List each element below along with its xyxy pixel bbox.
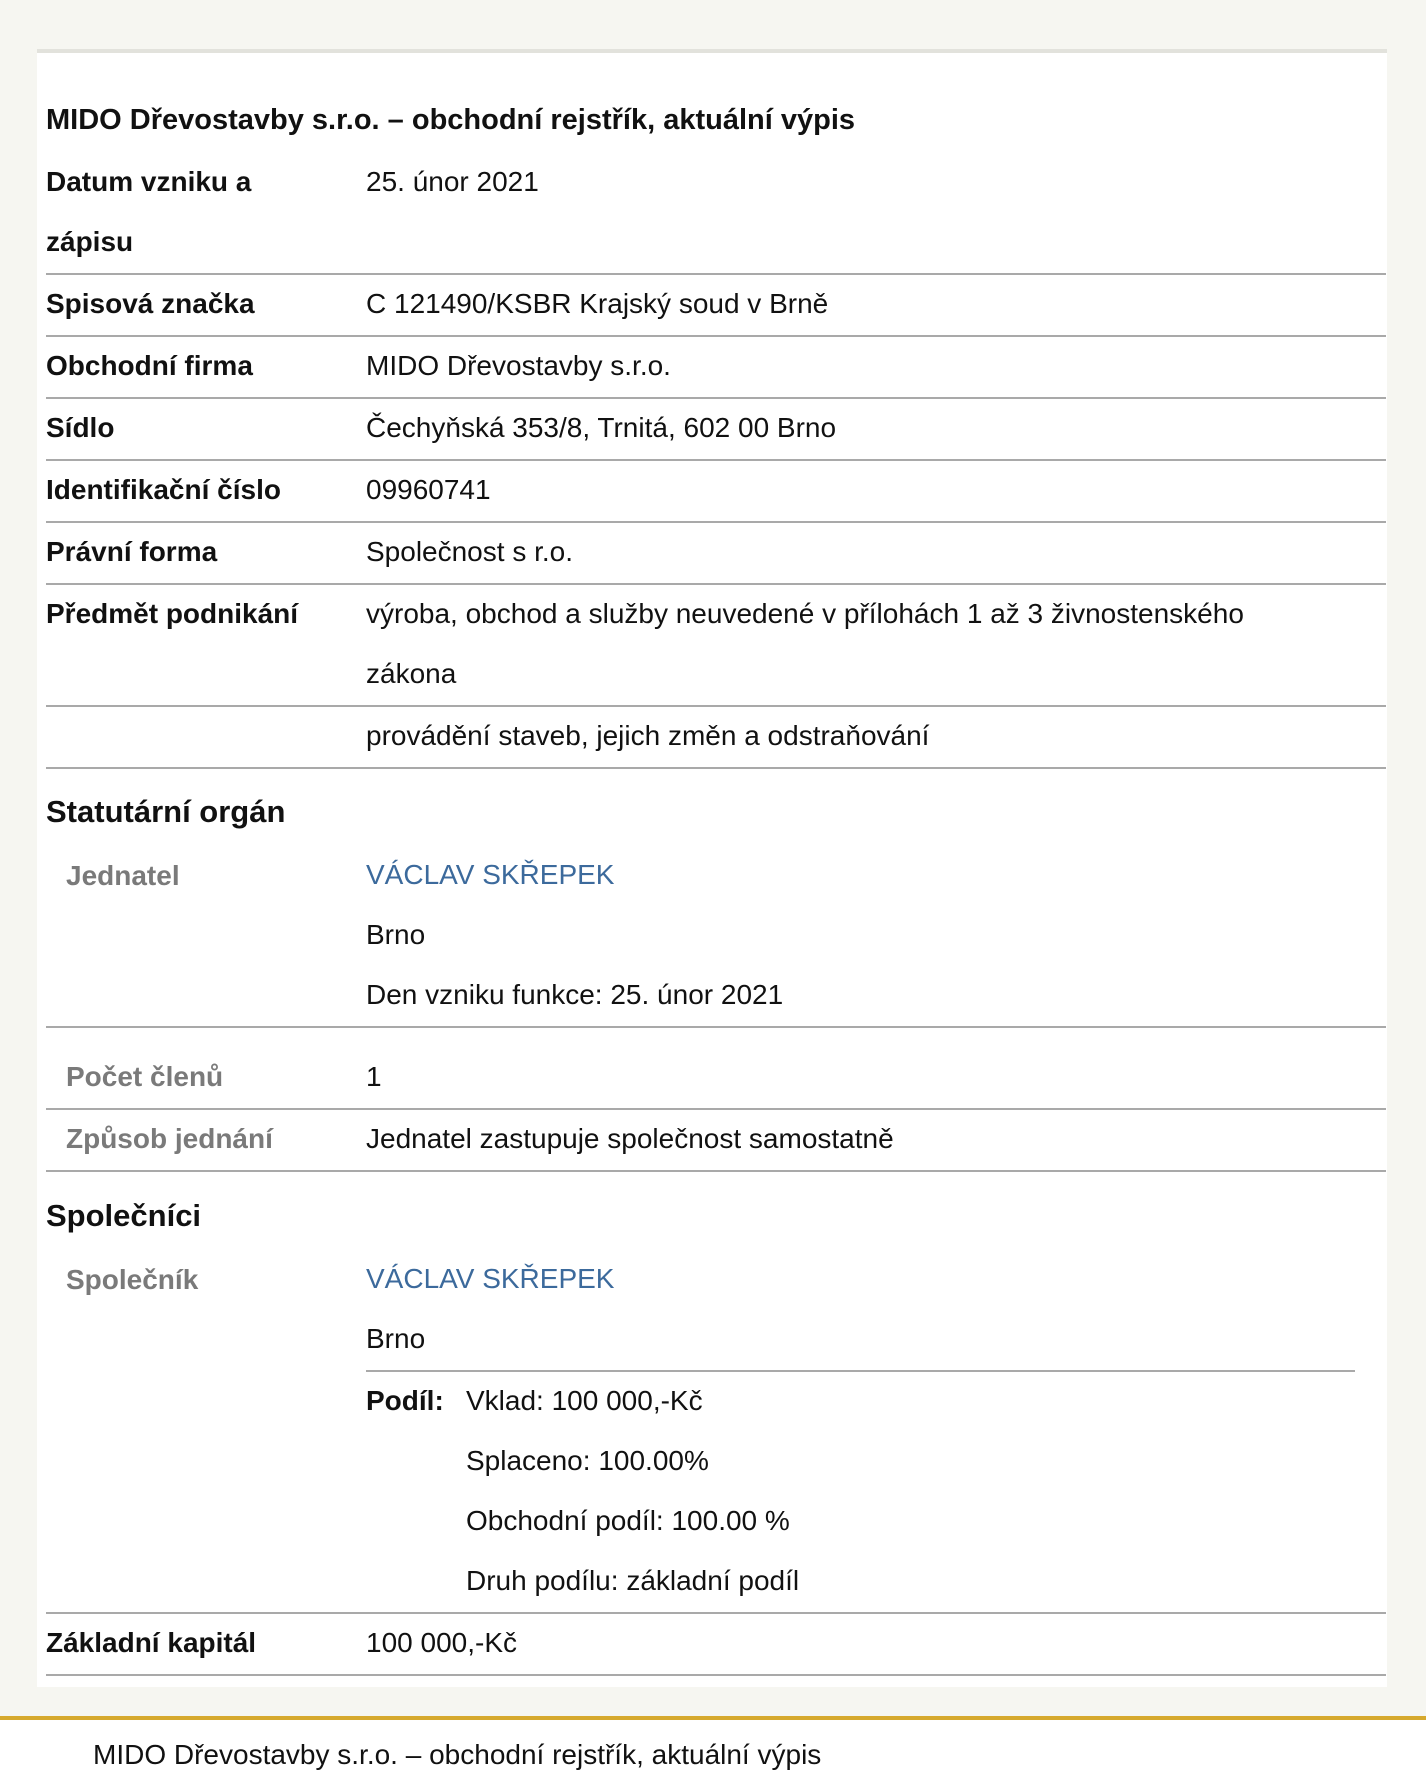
label-partner: Společník [66, 1264, 199, 1295]
label-acting-method: Způsob jednání [66, 1123, 273, 1154]
label-business-activity: Předmět podnikání [46, 598, 299, 629]
partner-city: Brno [366, 1323, 426, 1354]
label-share: Podíl: [366, 1385, 444, 1416]
executive-city: Brno [366, 919, 426, 950]
value-business-activity-2: provádění staveb, jejich změn a odstraňování [366, 720, 930, 751]
value-member-count: 1 [366, 1061, 382, 1092]
row-divider [46, 1026, 1386, 1028]
label-seat: Sídlo [46, 412, 115, 443]
label-legal-form: Právní forma [46, 536, 218, 567]
label-executive: Jednatel [66, 860, 180, 891]
value-acting-method: Jednatel zastupuje společnost samostatně [366, 1123, 894, 1154]
row-divider [46, 1674, 1386, 1676]
section-heading-partners: Společníci [46, 1198, 202, 1233]
value-registered-capital: 100 000,-Kč [366, 1627, 517, 1658]
partner-name-link[interactable]: VÁCLAV SKŘEPEK [366, 1263, 615, 1294]
label-member-count: Počet členů [66, 1061, 224, 1092]
value-business-activity-line1: výroba, obchod a služby neuvedené v přílohách 1 až 3 živnostenského [366, 598, 1244, 629]
share-paid: Splaceno: 100.00% [466, 1445, 709, 1476]
footer-title: MIDO Dřevostavby s.r.o. – obchodní rejstřík, aktuální výpis [93, 1739, 822, 1770]
value-business-activity-line2: zákona [366, 658, 457, 689]
row-divider [46, 1170, 1386, 1172]
label-registered-capital: Základní kapitál [46, 1627, 257, 1658]
value-registration-date: 25. únor 2021 [366, 166, 539, 197]
label-id-number: Identifikační číslo [46, 474, 281, 505]
value-business-name: MIDO Dřevostavby s.r.o. [366, 350, 671, 381]
section-heading-statutory: Statutární orgán [46, 794, 286, 829]
value-seat: Čechyňská 353/8, Trnitá, 602 00 Brno [366, 412, 837, 443]
executive-since: Den vzniku funkce: 25. únor 2021 [366, 979, 784, 1010]
value-legal-form: Společnost s r.o. [366, 536, 574, 567]
value-id-number: 09960741 [366, 474, 491, 505]
label-business-name: Obchodní firma [46, 350, 253, 381]
executive-name-link[interactable]: VÁCLAV SKŘEPEK [366, 859, 615, 890]
label-file-number: Spisová značka [46, 288, 255, 319]
page-title: MIDO Dřevostavby s.r.o. – obchodní rejstřík, aktuální výpis [46, 104, 856, 136]
share-type: Druh podílu: základní podíl [466, 1565, 800, 1596]
share-business-share: Obchodní podíl: 100.00 % [466, 1505, 790, 1536]
label-registration-date-line1: Datum vzniku a [46, 166, 252, 197]
share-deposit: Vklad: 100 000,-Kč [466, 1385, 703, 1416]
value-file-number: C 121490/KSBR Krajský soud v Brně [366, 288, 829, 319]
label-registration-date-line2: zápisu [46, 226, 134, 257]
row-divider [46, 767, 1386, 769]
